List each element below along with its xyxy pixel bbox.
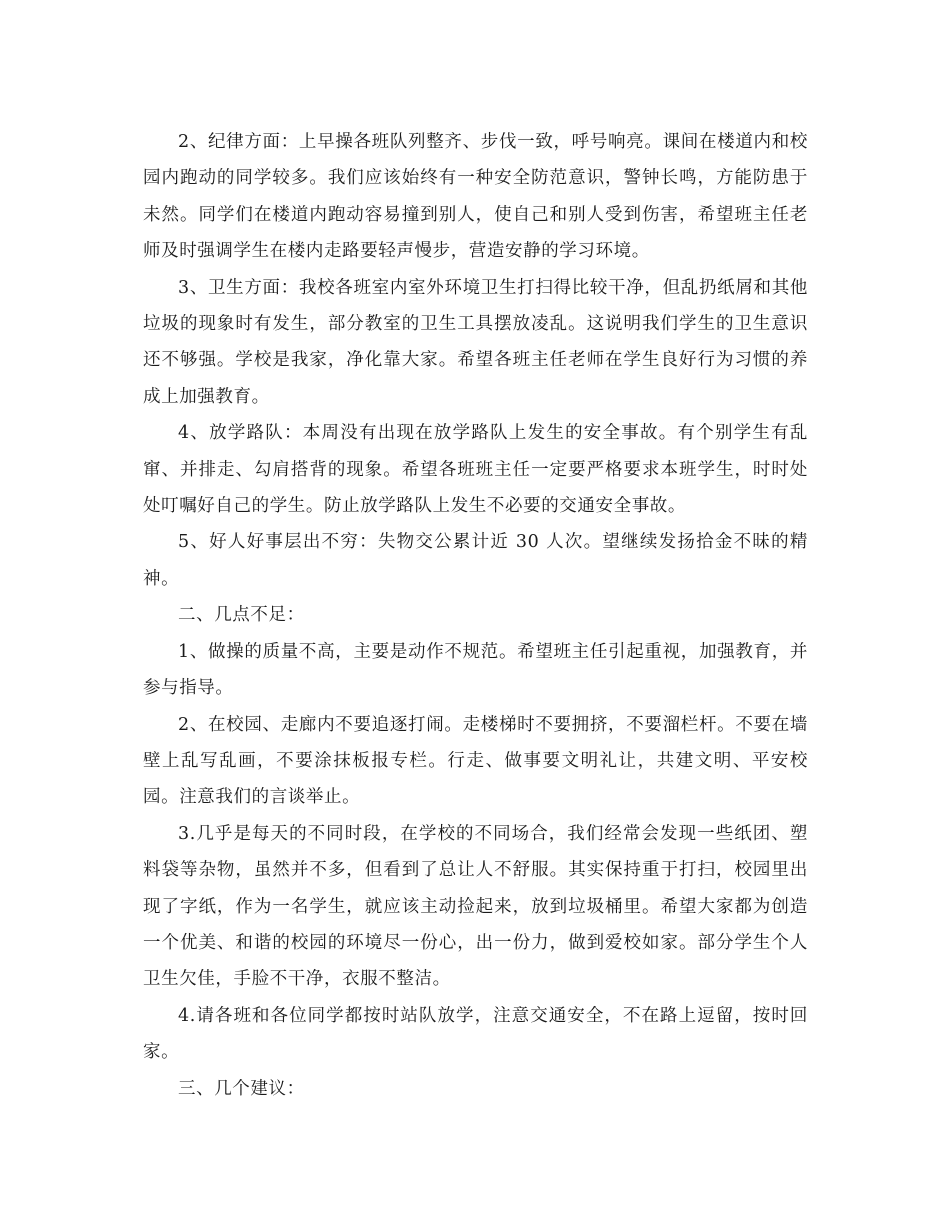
paragraph-good-deeds: 5、好人好事层出不穷：失物交公累计近 30 人次。望继续发扬拾金不昧的精神。	[143, 532, 808, 589]
section-heading-suggestions: 三、几个建议：	[178, 1078, 305, 1099]
paragraph-go-home-on-time: 4.请各班和各位同学都按时站队放学，注意交通安全，不在路上逗留，按时回家。	[143, 1005, 808, 1063]
section-heading-shortcomings: 二、几点不足：	[178, 605, 305, 626]
paragraph-dismissal-queue: 4、放学路队：本周没有出现在放学路队上发生的安全事故。有个别学生有乱窜、并排走、勾肩搭背的现象。希望各班班主任一定要严格要求本班学生，时时处处叮嘱好自己的学生。防止放学路队上发生不必要的交通安全事故。	[143, 423, 808, 517]
paragraph-corridor-behavior: 2、在校园、走廊内不要追逐打闹。走楼梯时不要拥挤，不要溜栏杆。不要在墙壁上乱写乱画，不要涂抹板报专栏。行走、做事要文明礼让，共建文明、平安校园。注意我们的言谈举止。	[143, 714, 808, 808]
paragraph-discipline: 2、纪律方面：上早操各班队列整齐、步伐一致，呼号响亮。课间在楼道内和校园内跑动的同学较多。我们应该始终有一种安全防范意识，警钟长鸣，方能防患于未然。同学们在楼道内跑动容易撞到别人，使自己和别人受到伤害，希望班主任老师及时强调学生在楼内走路要轻声慢步，营造安静的学习环境。	[143, 132, 808, 262]
document-page	[143, 124, 808, 1107]
paragraph-hygiene: 3、卫生方面：我校各班室内室外环境卫生打扫得比较干净，但乱扔纸屑和其他垃圾的现象时有发生，部分教室的卫生工具摆放凌乱。这说明我们学生的卫生意识还不够强。学校是我家，净化靠大家。希望各班主任老师在学生良好行为习惯的养成上加强教育。	[143, 277, 808, 407]
paragraph-litter: 3.几乎是每天的不同时段，在学校的不同场合，我们经常会发现一些纸团、塑料袋等杂物，虽然并不多，但看到了总让人不舒服。其实保持重于打扫，校园里出现了字纸，作为一名学生，就应该主动捡起来，放到垃圾桶里。希望大家都为创造一个优美、和谐的校园的环境尽一份心，出一份力，做到爱校如家。部分学生个人卫生欠佳，手脸不干净，衣服不整洁。	[143, 823, 808, 990]
paragraph-exercise-quality: 1、做操的质量不高，主要是动作不规范。希望班主任引起重视，加强教育，并参与指导。	[143, 641, 808, 699]
